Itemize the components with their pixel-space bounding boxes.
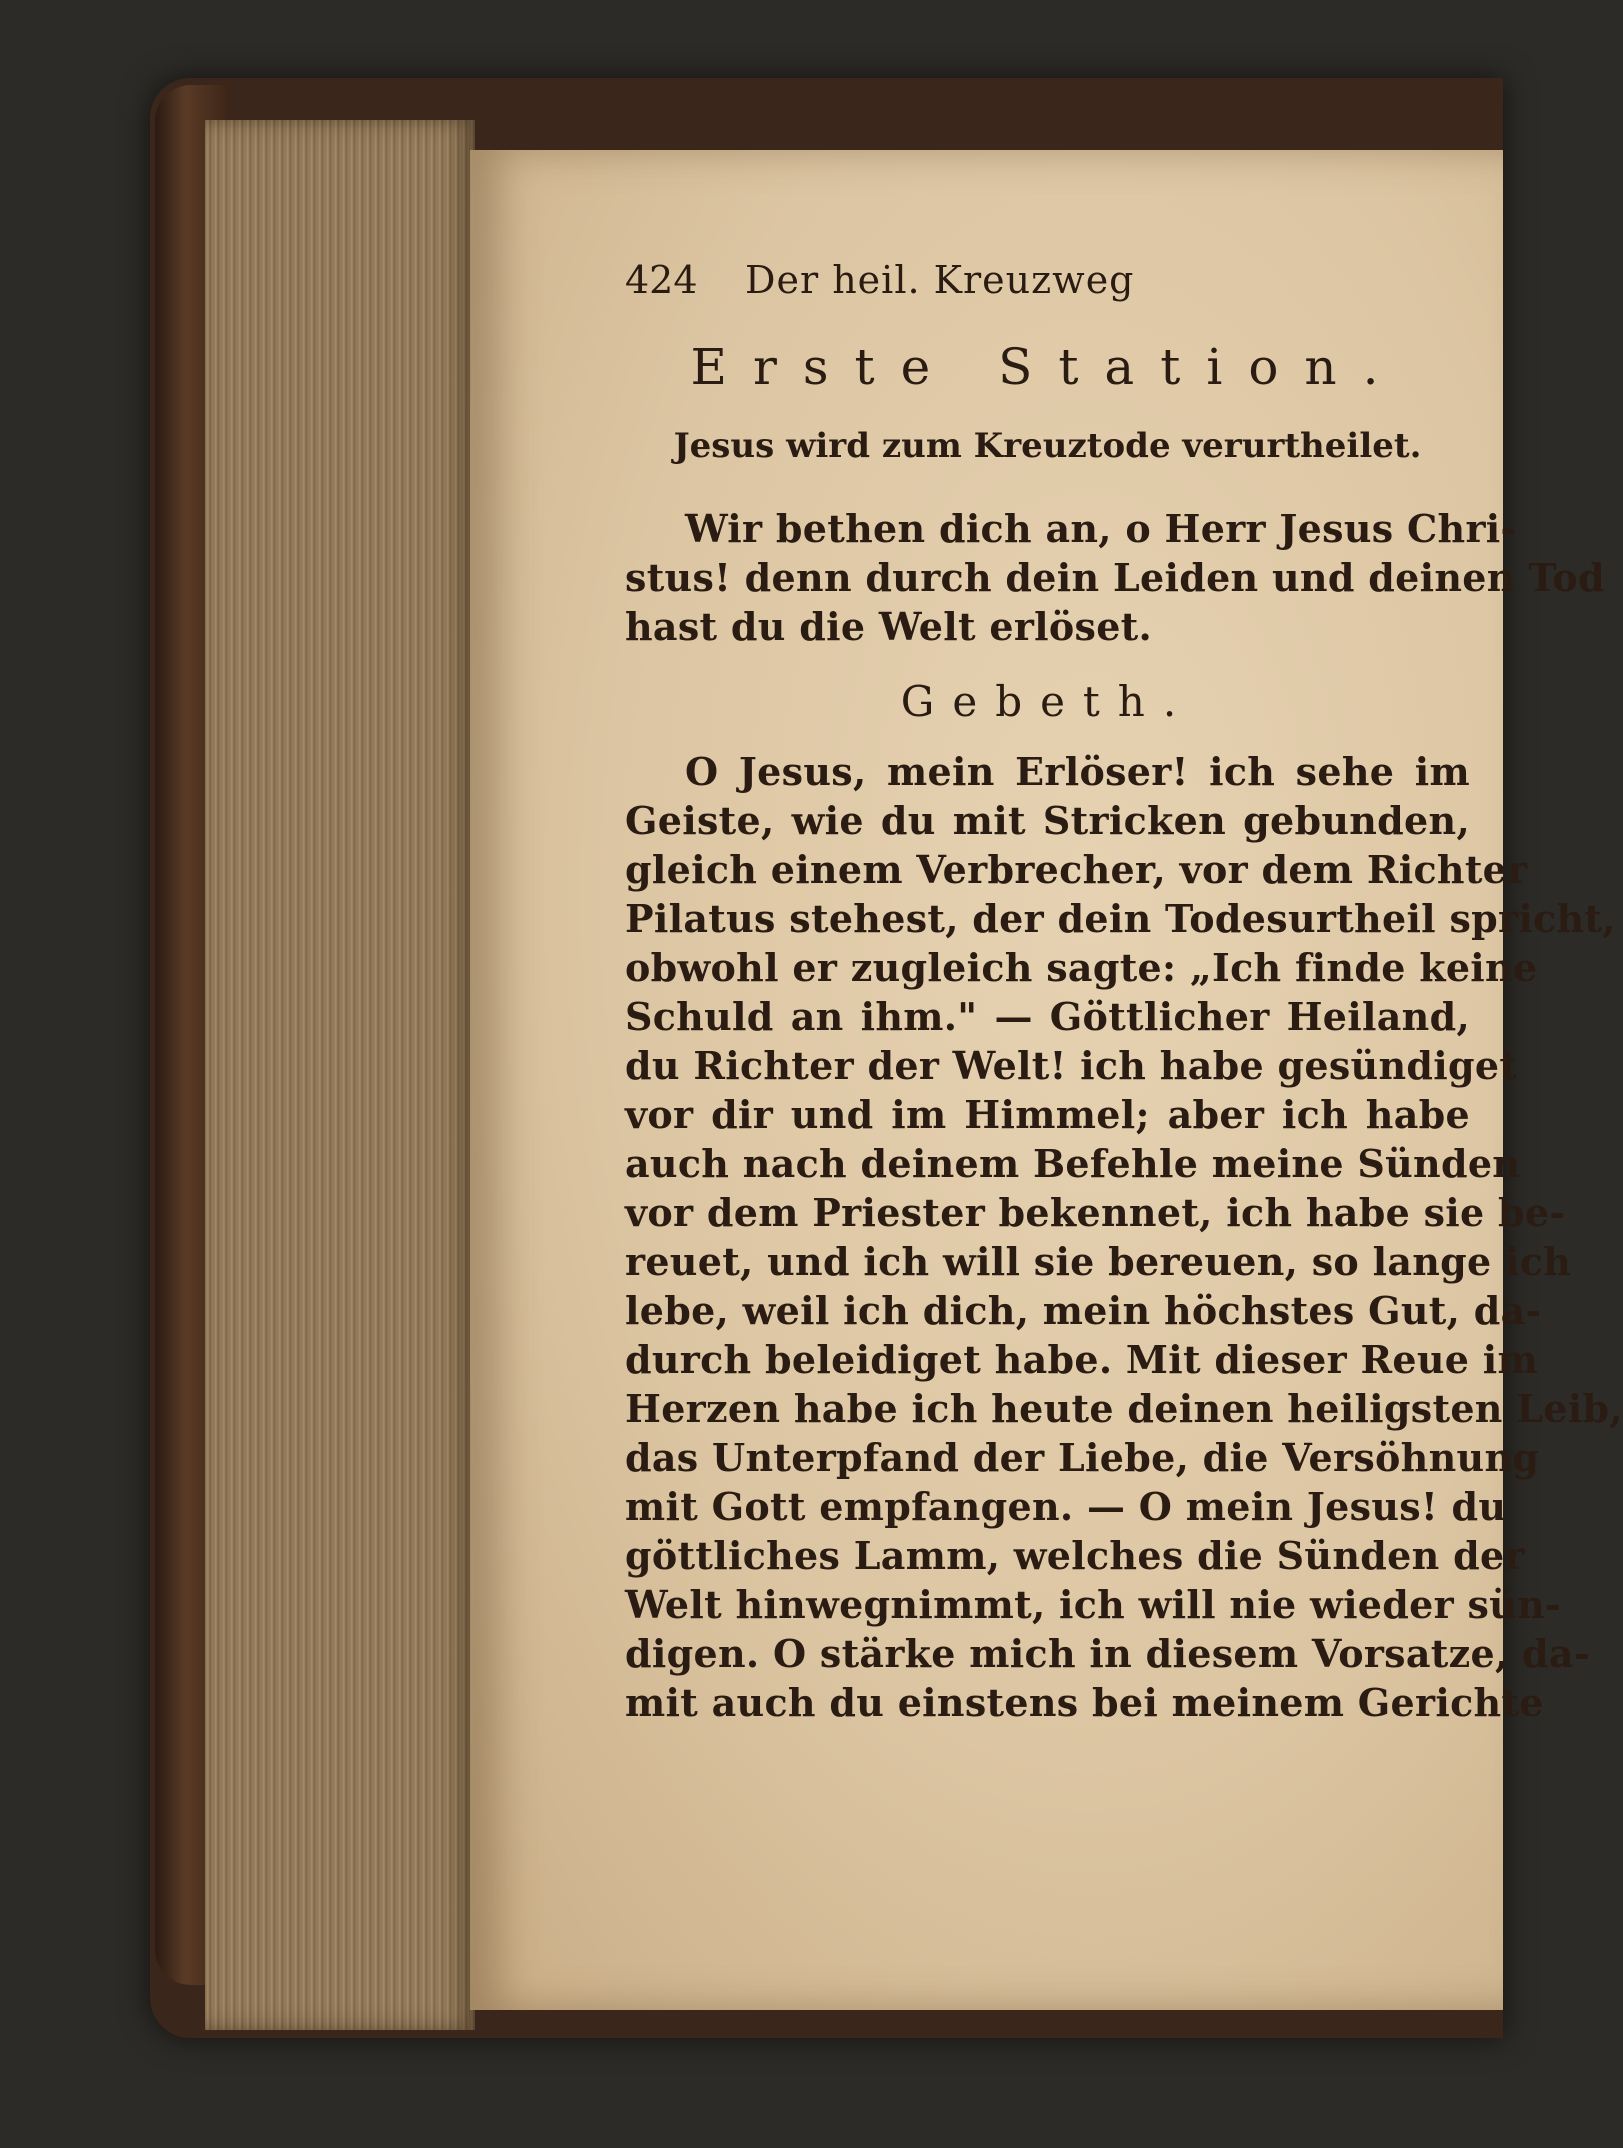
text-line: reuet, und ich will sie bereuen, so lange ich	[625, 1239, 1572, 1284]
page-text	[625, 258, 1623, 1727]
adoration-paragraph	[625, 504, 1605, 651]
text-line: Herzen habe ich heute deinen heiligsten Leib,	[625, 1386, 1623, 1431]
text-line: das Unterpfand der Liebe, die Versöhnung	[625, 1435, 1540, 1480]
text-line: du Richter der Welt! ich habe gesündiget	[625, 1043, 1518, 1088]
text-line: durch beleidiget habe. Mit dieser Reue im	[625, 1337, 1539, 1382]
text-line: O Jesus, mein Erlöser! ich sehe im	[685, 749, 1470, 794]
text-line: Geiste, wie du mit Stricken gebunden,	[625, 798, 1470, 843]
text-line: vor dem Priester bekennet, ich habe sie be-	[625, 1190, 1566, 1235]
text-line: lebe, weil ich dich, mein höchstes Gut, da-	[625, 1288, 1542, 1333]
running-head: Der heil. Kreuzweg	[745, 258, 1135, 302]
prayer-paragraph	[625, 747, 1623, 1727]
text-line: digen. O stärke mich in diesem Vorsatze, da-	[625, 1631, 1590, 1676]
station-title: Erste Station.	[690, 338, 1405, 396]
text-line: göttliches Lamm, welches die Sünden der	[625, 1533, 1525, 1578]
text-line: Schuld an ihm." — Göttlicher Heiland,	[625, 994, 1470, 1039]
text-line: stus! denn durch dein Leiden und deinen Tod	[625, 555, 1605, 600]
text-line: Wir bethen dich an, o Herr Jesus Chri-	[685, 506, 1517, 551]
text-line: Welt hinwegnimmt, ich will nie wieder sün-	[625, 1582, 1562, 1627]
text-line: mit Gott empfangen. — O mein Jesus! du	[625, 1484, 1507, 1529]
prayer-heading: Gebeth.	[900, 677, 1195, 726]
text-line: mit auch du einstens bei meinem Gerichte	[625, 1680, 1544, 1725]
text-line: auch nach deinem Befehle meine Sünden	[625, 1141, 1521, 1186]
page-edges	[205, 120, 475, 2030]
text-line: Pilatus stehest, der dein Todesurtheil spricht,	[625, 896, 1616, 941]
text-line: obwohl er zugleich sagte: „Ich finde keine	[625, 945, 1538, 990]
station-subtitle: Jesus wird zum Kreuztode verurtheilet.	[673, 426, 1422, 466]
text-line: gleich einem Verbrecher, vor dem Richter	[625, 847, 1528, 892]
page-number: 424	[625, 258, 698, 302]
page-header	[625, 258, 1470, 318]
text-line: vor dir und im Himmel; aber ich habe	[625, 1092, 1470, 1137]
text-line: hast du die Welt erlöset.	[625, 604, 1153, 649]
